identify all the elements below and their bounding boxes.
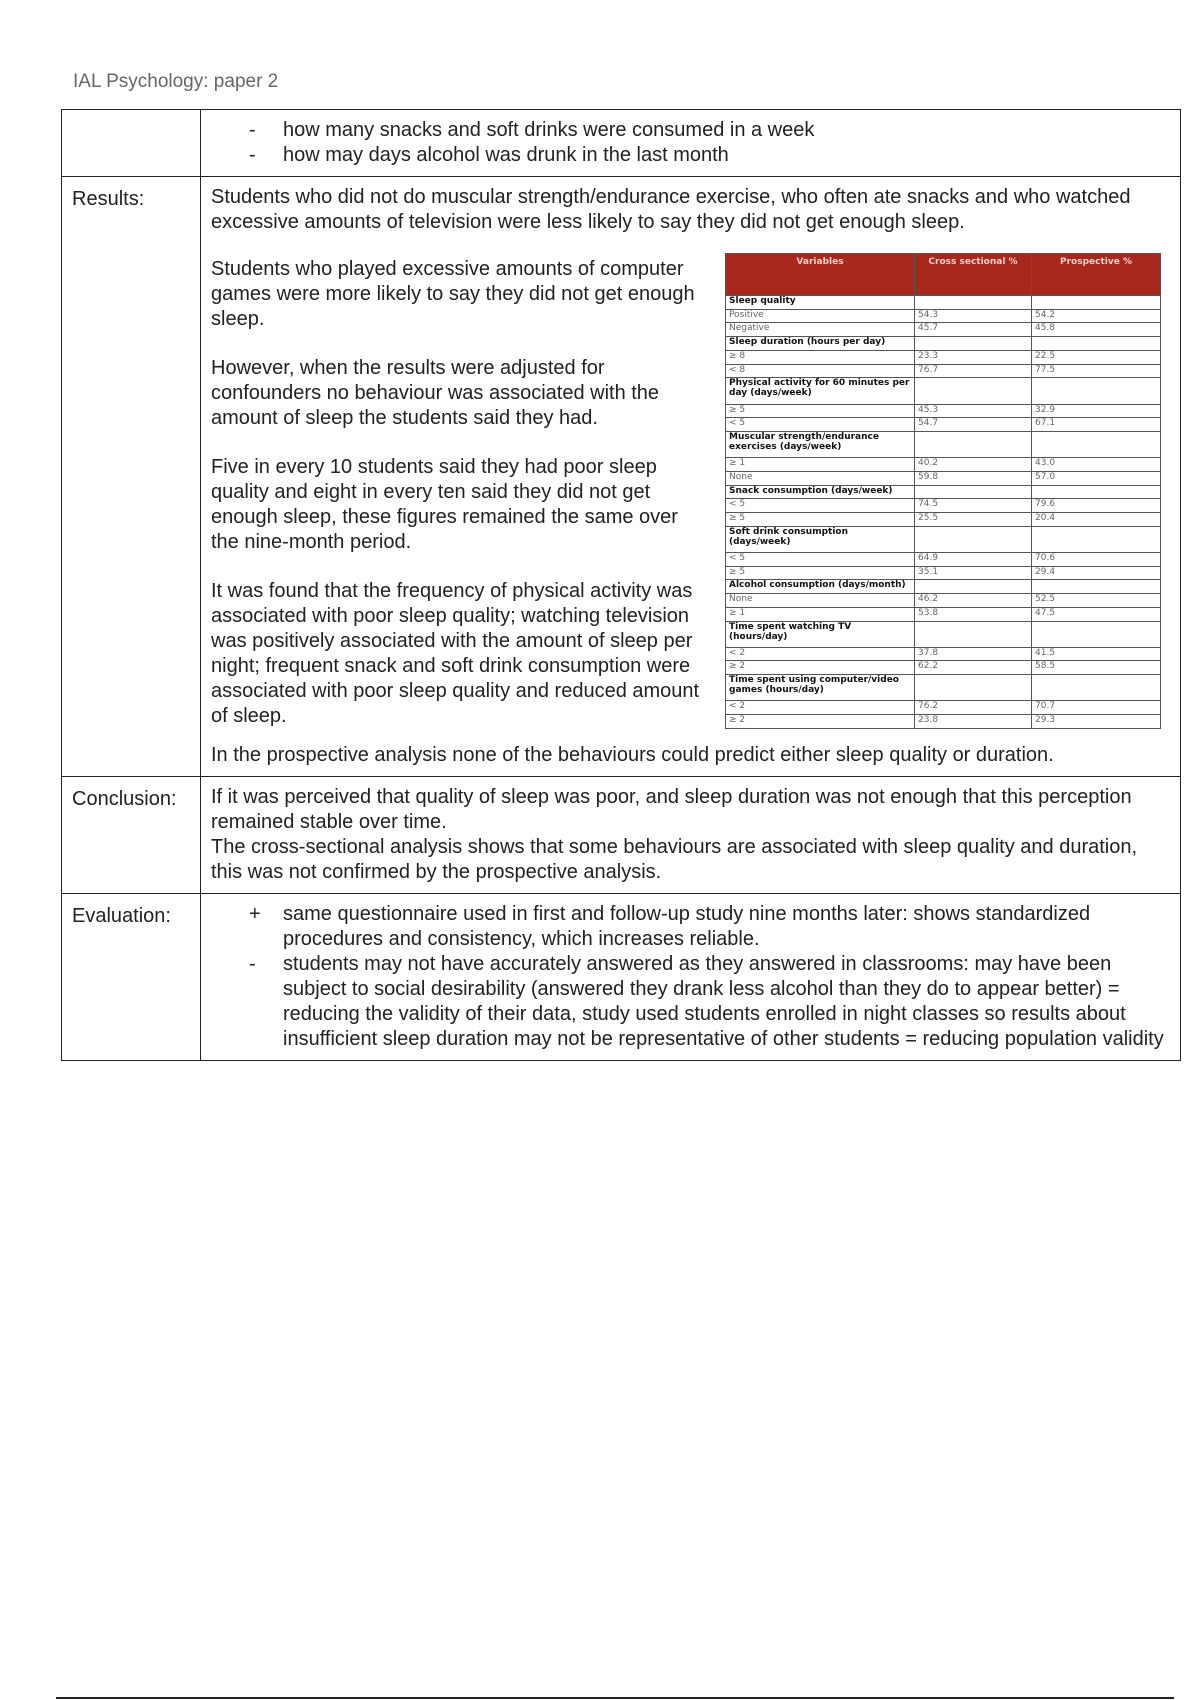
prospective-cell xyxy=(1032,580,1161,594)
prospective-cell xyxy=(1032,337,1161,351)
list-item xyxy=(211,143,1170,168)
table-category-row xyxy=(726,526,1161,552)
column-header-variables: Variables xyxy=(726,254,915,296)
evaluation-content xyxy=(201,894,1181,1061)
cross-sectional-cell xyxy=(915,431,1032,457)
table-row xyxy=(726,364,1161,378)
prospective-cell: 32.9 xyxy=(1032,404,1161,418)
variable-cell: < 2 xyxy=(726,701,915,715)
variable-cell: Soft drink consumption (days/week) xyxy=(726,526,915,552)
table-row xyxy=(726,458,1161,472)
variable-cell: ≥ 5 xyxy=(726,404,915,418)
variable-cell: < 5 xyxy=(726,552,915,566)
prospective-cell: 70.6 xyxy=(1032,552,1161,566)
conclusion-paragraph-1: If it was perceived that quality of sleep was poor, and sleep duration was not enough that this perception remained stable over time. xyxy=(211,786,1132,833)
table-row xyxy=(726,715,1161,729)
table-row xyxy=(726,350,1161,364)
variable-cell: ≥ 8 xyxy=(726,350,915,364)
cross-sectional-cell xyxy=(915,675,1032,701)
table-row xyxy=(726,594,1161,608)
cross-sectional-cell: 23.8 xyxy=(915,715,1032,729)
results-text-column xyxy=(211,247,711,729)
table-row xyxy=(726,552,1161,566)
variable-cell: None xyxy=(726,471,915,485)
bullet-text: students may not have accurately answered as they answered in classrooms: may have been subject to social desirability (answered they drank less alcohol than they do to appear better) = reducing the validity of their data, study used students enrolled in night classes so results about insufficient sleep duration may not be representative of other students = reducing population validity xyxy=(283,953,1164,1050)
table-row xyxy=(726,513,1161,527)
variable-cell: Snack consumption (days/week) xyxy=(726,485,915,499)
prospective-cell: 57.0 xyxy=(1032,471,1161,485)
prospective-cell: 29.4 xyxy=(1032,566,1161,580)
cross-sectional-cell: 25.5 xyxy=(915,513,1032,527)
variable-cell: ≥ 5 xyxy=(726,566,915,580)
table-row xyxy=(726,566,1161,580)
table-category-row xyxy=(726,337,1161,351)
results-data-table xyxy=(725,253,1161,729)
results-content xyxy=(201,177,1181,777)
intro-bullets xyxy=(211,118,1170,168)
results-paragraph-1: Students who did not do muscular strength/endurance exercise, who often ate snacks and who watched excessive amounts of television were less likely to say they did not get enough sleep. xyxy=(211,186,1131,233)
evaluation-bullets xyxy=(211,902,1170,1052)
prospective-cell: 22.5 xyxy=(1032,350,1161,364)
prospective-cell: 43.0 xyxy=(1032,458,1161,472)
prospective-cell xyxy=(1032,431,1161,457)
cross-sectional-cell xyxy=(915,580,1032,594)
variable-cell: < 2 xyxy=(726,647,915,661)
prospective-cell xyxy=(1032,526,1161,552)
prospective-cell xyxy=(1032,296,1161,310)
variable-cell: Time spent watching TV (hours/day) xyxy=(726,621,915,647)
table-row xyxy=(726,471,1161,485)
cross-sectional-cell: 37.8 xyxy=(915,647,1032,661)
results-row xyxy=(62,177,1181,777)
variable-cell: < 5 xyxy=(726,499,915,513)
table-category-row xyxy=(726,431,1161,457)
table-row xyxy=(726,661,1161,675)
variable-cell: Positive xyxy=(726,309,915,323)
list-item xyxy=(211,118,1170,143)
table-row xyxy=(726,404,1161,418)
results-paragraph-5: It was found that the frequency of physical activity was associated with poor sleep quality; watching television was positively associated with the amount of sleep per night; frequent snack and soft drink consumption were associated with poor sleep quality and reduced amount of sleep. xyxy=(211,580,700,727)
conclusion-paragraph-2: The cross-sectional analysis shows that some behaviours are associated with sleep quality and duration, this was not confirmed by the prospective analysis. xyxy=(211,836,1138,883)
table-row xyxy=(726,701,1161,715)
cross-sectional-cell: 40.2 xyxy=(915,458,1032,472)
results-paragraph-4: Five in every 10 students said they had poor sleep quality and eight in every ten said they did not get enough sleep, these figures remained the same over the nine-month period. xyxy=(211,456,678,553)
prospective-cell xyxy=(1032,621,1161,647)
bullet-marker: - xyxy=(249,119,256,141)
prospective-cell: 45.8 xyxy=(1032,323,1161,337)
cross-sectional-cell: 46.2 xyxy=(915,594,1032,608)
variable-cell: ≥ 2 xyxy=(726,715,915,729)
cross-sectional-cell: 76.2 xyxy=(915,701,1032,715)
variable-cell: Sleep duration (hours per day) xyxy=(726,337,915,351)
cross-sectional-cell: 59.8 xyxy=(915,471,1032,485)
table-category-row xyxy=(726,621,1161,647)
table-category-row xyxy=(726,296,1161,310)
cross-sectional-cell: 62.2 xyxy=(915,661,1032,675)
results-paragraph-6: In the prospective analysis none of the behaviours could predict either sleep quality or duration. xyxy=(211,744,1054,766)
variable-cell: Sleep quality xyxy=(726,296,915,310)
table-row xyxy=(726,499,1161,513)
bullet-marker: - xyxy=(249,144,256,166)
cross-sectional-cell xyxy=(915,485,1032,499)
bullet-text: how many snacks and soft drinks were consumed in a week xyxy=(283,119,815,141)
prospective-cell: 20.4 xyxy=(1032,513,1161,527)
conclusion-content xyxy=(201,777,1181,894)
prospective-cell: 58.5 xyxy=(1032,661,1161,675)
cross-sectional-cell: 74.5 xyxy=(915,499,1032,513)
column-header-cross-sectional: Cross sectional % xyxy=(915,254,1032,296)
variable-cell: Time spent using computer/video games (hours/day) xyxy=(726,675,915,701)
table-category-row xyxy=(726,675,1161,701)
table-category-row xyxy=(726,485,1161,499)
variable-cell: Physical activity for 60 minutes per day (days/week) xyxy=(726,378,915,404)
cross-sectional-cell: 76.7 xyxy=(915,364,1032,378)
prospective-cell: 41.5 xyxy=(1032,647,1161,661)
table-row xyxy=(726,309,1161,323)
variable-cell: Alcohol consumption (days/month) xyxy=(726,580,915,594)
bullet-text: same questionnaire used in first and follow-up study nine months later: shows standardized procedures and consistency, which increases reliable. xyxy=(283,903,1091,950)
prospective-cell xyxy=(1032,485,1161,499)
cross-sectional-cell: 53.8 xyxy=(915,607,1032,621)
results-paragraph-2: Students who played excessive amounts of computer games were more likely to say they did not get enough sleep. xyxy=(211,258,695,330)
conclusion-row xyxy=(62,777,1181,894)
list-item xyxy=(211,952,1170,1052)
table-category-row xyxy=(726,580,1161,594)
cross-sectional-cell xyxy=(915,337,1032,351)
variable-cell: ≥ 1 xyxy=(726,607,915,621)
evaluation-label: Evaluation: xyxy=(62,894,201,1061)
conclusion-label: Conclusion: xyxy=(62,777,201,894)
results-paragraph-3: However, when the results were adjusted for confounders no behaviour was associated with the amount of sleep the students said they had. xyxy=(211,357,660,429)
prospective-cell: 70.7 xyxy=(1032,701,1161,715)
column-header-prospective: Prospective % xyxy=(1032,254,1161,296)
variable-cell: Negative xyxy=(726,323,915,337)
intro-content xyxy=(201,110,1181,177)
variable-cell: < 5 xyxy=(726,418,915,432)
cross-sectional-cell xyxy=(915,378,1032,404)
table-row xyxy=(726,647,1161,661)
table-row xyxy=(726,607,1161,621)
study-table xyxy=(61,109,1181,1061)
prospective-cell xyxy=(1032,675,1161,701)
prospective-cell: 77.5 xyxy=(1032,364,1161,378)
results-columns xyxy=(211,247,1170,729)
cross-sectional-cell: 64.9 xyxy=(915,552,1032,566)
table-row xyxy=(726,323,1161,337)
page-header: IAL Psychology: paper 2 xyxy=(73,71,279,92)
prospective-cell: 52.5 xyxy=(1032,594,1161,608)
intro-row xyxy=(62,110,1181,177)
variable-cell: ≥ 1 xyxy=(726,458,915,472)
cross-sectional-cell: 23.3 xyxy=(915,350,1032,364)
variable-cell: < 8 xyxy=(726,364,915,378)
prospective-cell: 29.3 xyxy=(1032,715,1161,729)
prospective-cell: 47.5 xyxy=(1032,607,1161,621)
cross-sectional-cell xyxy=(915,526,1032,552)
results-table-body xyxy=(726,296,1161,729)
bullet-text: how may days alcohol was drunk in the last month xyxy=(283,144,729,166)
cross-sectional-cell: 45.7 xyxy=(915,323,1032,337)
prospective-cell: 67.1 xyxy=(1032,418,1161,432)
cross-sectional-cell: 35.1 xyxy=(915,566,1032,580)
footer-divider xyxy=(56,1697,1174,1699)
list-item xyxy=(211,902,1170,952)
bullet-marker: - xyxy=(249,953,256,975)
variable-cell: ≥ 2 xyxy=(726,661,915,675)
prospective-cell: 79.6 xyxy=(1032,499,1161,513)
variable-cell: Muscular strength/endurance exercises (days/week) xyxy=(726,431,915,457)
cross-sectional-cell: 45.3 xyxy=(915,404,1032,418)
intro-label xyxy=(62,110,201,177)
variable-cell: None xyxy=(726,594,915,608)
cross-sectional-cell: 54.7 xyxy=(915,418,1032,432)
bullet-marker: + xyxy=(249,903,261,925)
results-label: Results: xyxy=(62,177,201,777)
cross-sectional-cell: 54.3 xyxy=(915,309,1032,323)
prospective-cell xyxy=(1032,378,1161,404)
cross-sectional-cell xyxy=(915,621,1032,647)
evaluation-row xyxy=(62,894,1181,1061)
prospective-cell: 54.2 xyxy=(1032,309,1161,323)
cross-sectional-cell xyxy=(915,296,1032,310)
variable-cell: ≥ 5 xyxy=(726,513,915,527)
table-row xyxy=(726,418,1161,432)
table-category-row xyxy=(726,378,1161,404)
